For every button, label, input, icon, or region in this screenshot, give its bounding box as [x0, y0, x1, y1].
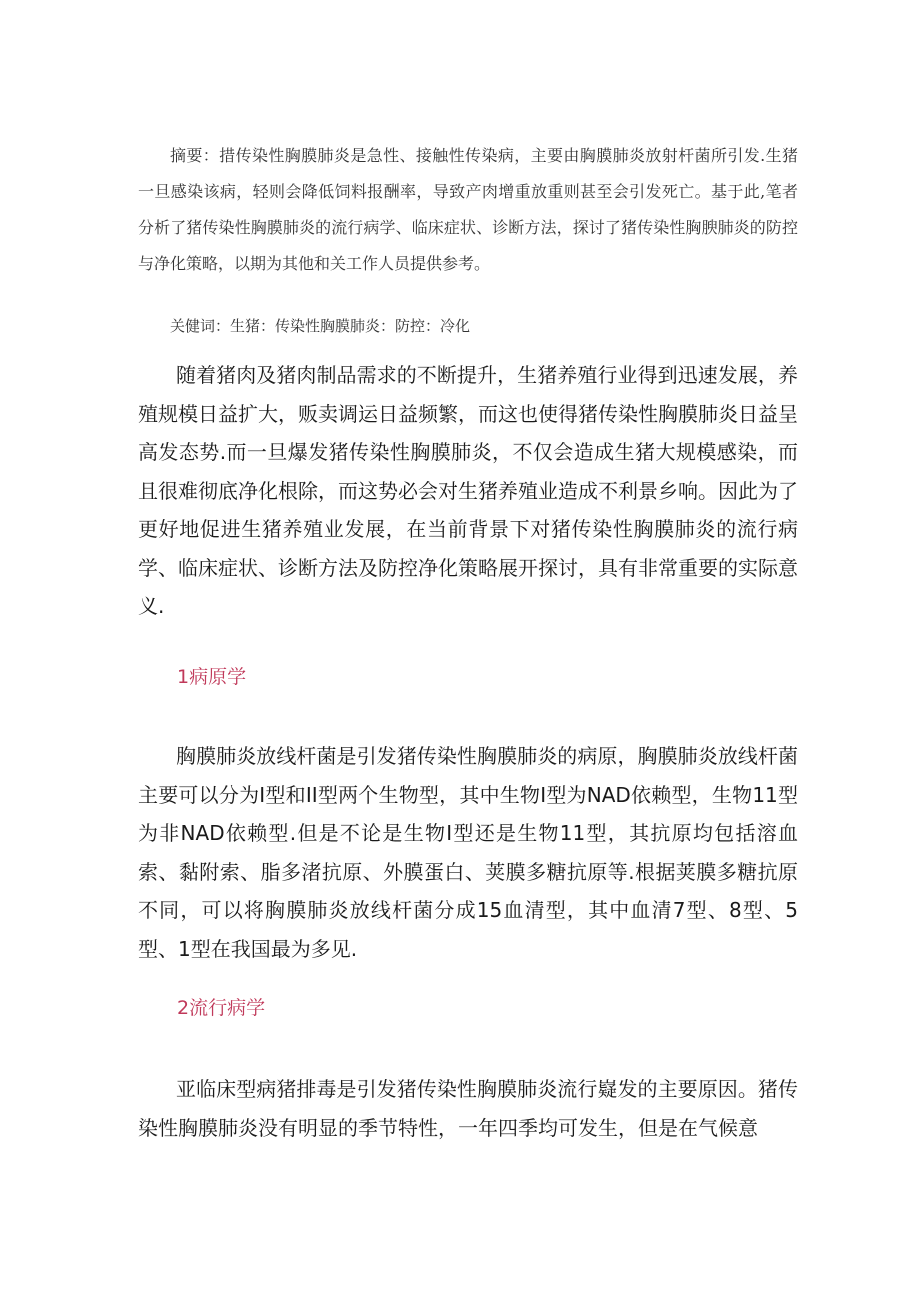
- keywords-line: 关健词：生猪：传染性胸膜肺炎：防控：冷化: [170, 317, 471, 335]
- intro-paragraph: 随着猪肉及猪肉制品需求的不断提升，生猪养殖行业得到迅速发展，养殖规模日益扩大，贩卖调运日益频繁，而这也使得猪传染性胸膜肺炎日益呈高发态势.而一旦爆发猪传染性胸膜肺炎，不仅会造成生猪大规模感染，而且很难彻底净化根除，而这势必会对生猪养殖业造成不利景乡响。因此为了更好地促进生猪养殖业发展，在当前背景下对猪传染性胸膜肺炎的流行病学、临床症状、诊断方法及防控净化策略展开探讨，具有非常重要的实际意义.: [138, 363, 798, 618]
- abstract-paragraph: 摘要：措传染性胸膜肺炎是急性、接触性传染病，主要由胸膜肺炎放射杆菌所引发.生猪一旦感染该病，轻则会降低饲料报酬率，导致产肉增重放重则甚至会引发死亡。基于此,笔者分析了猪传染性胸膜肺炎的流行病学、临床症状、诊断方法，探讨了猪传染性胸腴肺炎的防控与净化策略，以期为其他和关工作人员提供参考。: [138, 146, 798, 273]
- epidemiology-paragraph: 亚临床型病猪排毒是引发猪传染性胸膜肺炎流行嶷发的主要原因。猪传染性胸膜肺炎没有明显的季节特性，一年四季均可发生，但是在气候意: [138, 1077, 798, 1140]
- pathogen-paragraph: 胸膜肺炎放线杆菌是引发猪传染性胸膜肺炎的病原，胸膜肺炎放线杆菌主要可以分为I型和II型两个生物型，其中生物I型为NAD依赖型，生物11型为非NAD依赖型.但是不论是生物I型还是生物11型，其抗原均包括溶血索、黏附索、脂多渚抗原、外膜蛋白、荚膜多糖抗原等.根据荚膜多糖抗原不同，可以将胸膜肺炎放线杆菌分成15血清型，其中血清7型、8型、5型、1型在我国最为多见.: [138, 744, 798, 961]
- section-heading-pathogen: 1病原学: [177, 666, 247, 688]
- section-heading-epidemiology: 2流行病学: [177, 997, 266, 1019]
